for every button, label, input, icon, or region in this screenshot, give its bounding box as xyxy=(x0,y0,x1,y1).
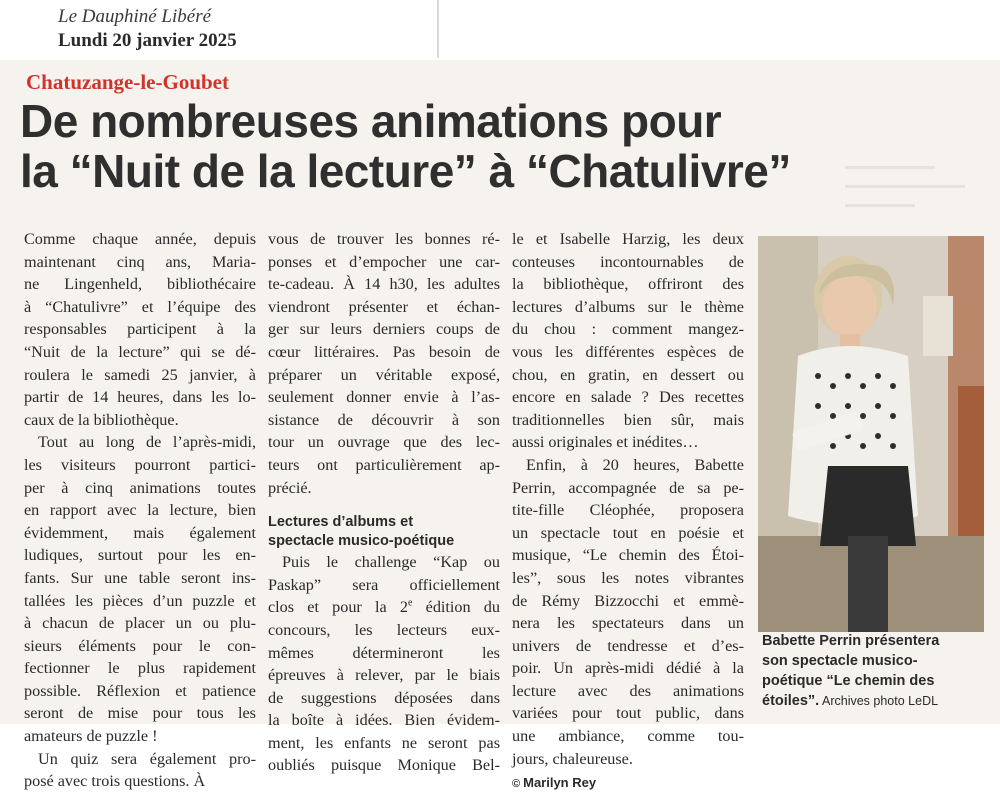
text-line: du chou : comment mangez- xyxy=(512,320,744,339)
text-line: lectures d’albums sur le thème xyxy=(512,297,744,316)
text-line: vous les différentes espèces de xyxy=(512,342,744,361)
text-line: aussi originales et inédites… xyxy=(512,433,699,452)
text-line: préparer un véritable exposé, xyxy=(268,365,500,384)
text-line: Enfin, à 20 heures, Babette xyxy=(526,455,744,474)
caption-line: Babette Perrin présentera xyxy=(762,633,940,649)
section-subhead: Lectures d’albums et xyxy=(268,514,414,531)
text-line: cœur littéraires. Pas besoin de xyxy=(268,342,500,361)
text-line: tour un ouvrage que des lec- xyxy=(268,433,500,452)
text-line: la bibliothèque, offriront des xyxy=(512,275,744,294)
text-line: ponses et d’empocher une car- xyxy=(268,252,500,271)
masthead xyxy=(0,0,448,58)
text-line: nera les spectateurs dans un xyxy=(512,614,744,633)
caption-line: étoiles”. xyxy=(762,693,820,709)
text-line: partir de 14 heures, dans les lo- xyxy=(24,388,256,407)
photo-caption xyxy=(762,631,992,711)
text-line: précié. xyxy=(268,478,312,497)
text-line: ger sur leurs derniers coups de xyxy=(268,320,500,339)
text-line: concours, les lecteurs eux- xyxy=(268,620,500,639)
text-line-tail: édition du xyxy=(412,598,500,617)
text-line: Puis le challenge “Kap ou xyxy=(282,553,500,572)
article-photo xyxy=(758,236,984,632)
text-line: per à cinq animations toutes xyxy=(24,478,256,497)
text-line: en rapport avec la lecture, bien xyxy=(24,501,256,520)
text-line: lecture avec des animations xyxy=(512,681,744,700)
text-line: conteuses incontournables de xyxy=(512,252,744,271)
caption-source: Archives photo LeDL xyxy=(819,694,939,708)
photo-woman-illustration xyxy=(758,236,984,632)
text-line: Tout au long de l’après-midi, xyxy=(38,433,256,452)
masthead-divider xyxy=(437,0,439,58)
headline-line: la “Nuit de la lecture” à “Chatulivre” xyxy=(20,145,791,197)
text-line: le et Isabelle Harzig, les deux xyxy=(512,230,744,248)
text-line: à chacun de placer un ou plu- xyxy=(24,614,256,633)
text-line: la boîte à idées. Bien évidem- xyxy=(268,711,500,730)
caption-line: son spectacle musico- xyxy=(762,653,918,669)
text-line: épreuves à relever, par le biais xyxy=(268,666,500,685)
text-line: fectionner le plus rapidement xyxy=(24,659,256,678)
text-line: viendront présenter et échan- xyxy=(268,297,500,316)
text-line: teurs ont particulièrement ap- xyxy=(268,455,500,474)
text-line: variées pour tout public, dans xyxy=(512,704,744,723)
text-line: univers de tendresse et d’es- xyxy=(512,636,744,655)
article-kicker: Chatuzange-le-Goubet xyxy=(26,70,229,94)
article-column-3 xyxy=(512,228,744,796)
text-line: tite-fille Cléophée, proposera xyxy=(512,501,744,520)
text-line: Perrin, accompagnée de sa pe- xyxy=(512,478,744,497)
text-line: roulera le samedi 25 janvier, à xyxy=(24,365,256,384)
text-line: ne Lingenheld, bibliothécaire xyxy=(24,275,256,294)
text-line: de Rémy Bizzocchi et emmè- xyxy=(512,591,744,610)
newspaper-name: Le Dauphiné Libéré xyxy=(58,6,212,27)
text-line: une ambiance, comme tou- xyxy=(512,727,744,746)
text-line: sistance de découvrir à son xyxy=(268,410,500,429)
text-line: encore en salade ? Des recettes xyxy=(512,388,744,407)
text-line: poir. Un après-midi dédié à la xyxy=(512,659,744,678)
text-line: oubliés puisque Monique Bel- xyxy=(268,756,500,775)
text-line: de suggestions déposées dans xyxy=(268,688,500,707)
text-line: tallées les pièces d’un puzzle et xyxy=(24,591,256,610)
caption-line: poétique “Le chemin des xyxy=(762,673,935,689)
text-line: te-cadeau. À 14 h30, les adultes xyxy=(268,275,500,294)
author-credit xyxy=(512,772,744,796)
top-margin xyxy=(448,0,1000,60)
text-line: évidemment, mais également xyxy=(24,523,256,542)
text-line: Un quiz sera également pro- xyxy=(38,749,256,768)
text-line: posé avec trois questions. À xyxy=(24,772,206,791)
text-line: musique, “Le chemin des Étoi- xyxy=(512,546,744,565)
text-line: caux de la bibliothèque. xyxy=(24,410,179,429)
text-line: responsables participent à la xyxy=(24,320,256,339)
text-line: seront de mise pour tous les xyxy=(24,704,256,723)
author-name: Marilyn Rey xyxy=(523,775,597,791)
text-line: Paskap” sera officiellement xyxy=(268,575,500,594)
text-line: mêmes détermineront les xyxy=(268,643,500,662)
text-line: les”, sous les notes vibrantes xyxy=(512,568,744,587)
text-line: clos et pour la 2e édition du xyxy=(268,597,500,617)
text-line: ment, les enfants ne seront pas xyxy=(268,733,500,752)
text-line: Comme chaque année, depuis xyxy=(24,230,256,248)
article-headline xyxy=(20,96,850,196)
text-line: ludiques, surtout pour les en- xyxy=(24,546,256,565)
text-line: jours, chaleureuse. xyxy=(512,749,633,768)
text-line: maintenant cinq ans, Maria- xyxy=(24,252,256,271)
copyright-icon: © xyxy=(512,778,521,791)
text-line: traditionnelles bien sûr, mais xyxy=(512,410,744,429)
text-line: vous de trouver les bonnes ré- xyxy=(268,230,500,248)
text-line: à “Chatulivre” et l’équipe des xyxy=(24,297,256,316)
text-line: seulement donner envie à l’as- xyxy=(268,388,500,407)
text-line: chou, en gratin, en dessert ou xyxy=(512,365,744,384)
publication-date: Lundi 20 janvier 2025 xyxy=(58,30,237,51)
neighbor-column-bleed xyxy=(835,150,995,230)
text-line: possible. Réflexion et patience xyxy=(24,681,256,700)
ordinal-superscript: e xyxy=(408,597,413,609)
text-line: “Nuit de la lecture” qui se dé- xyxy=(24,342,256,361)
text-line: un spectacle tout en poésie et xyxy=(512,523,744,542)
text-line: amateurs de puzzle ! xyxy=(24,727,158,746)
headline-line: De nombreuses animations pour xyxy=(20,95,722,147)
text-line: les visiteurs pourront partici- xyxy=(24,455,256,474)
article-column-2 xyxy=(268,228,500,777)
article-column-1 xyxy=(24,228,256,793)
text-line: fants. Sur une table seront ins- xyxy=(24,568,256,587)
section-subhead: spectacle musico-poétique xyxy=(268,533,455,550)
text-line: sieurs éléments pour le con- xyxy=(24,636,256,655)
